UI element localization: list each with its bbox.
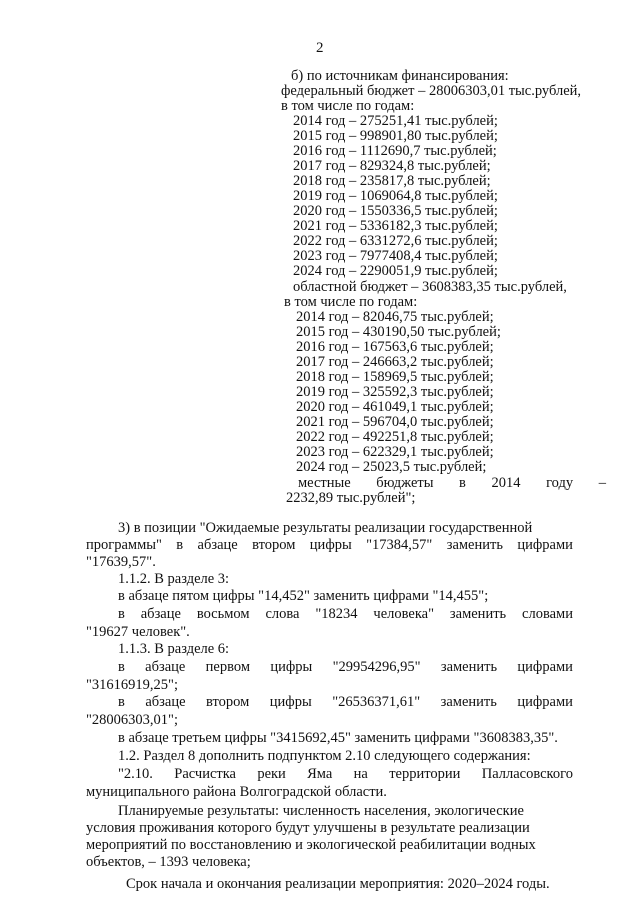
local-budget-line: [298, 475, 606, 491]
federal-year-line: 2018 год – 235817,8 тыс.рублей;: [293, 173, 491, 189]
word: цифрами: [517, 694, 573, 710]
subitem-2-10-line: муниципального района Волгоградской области.: [86, 784, 387, 800]
word: восьмом: [196, 606, 250, 622]
word: в: [118, 694, 125, 710]
planned-results-line: объектов, – 1393 человека;: [86, 854, 251, 870]
by-years-label: в том числе по годам:: [281, 98, 415, 114]
section-1-1-3-line: "31616919,25";: [86, 677, 178, 693]
word: в: [118, 606, 125, 622]
federal-year-line: 2020 год – 1550336,5 тыс.рублей;: [293, 203, 498, 219]
word: цифры: [270, 659, 313, 675]
word: слова: [265, 606, 300, 622]
planned-results-line: условия проживания которого будут улучшены в результате реализации: [86, 820, 530, 836]
word: первом: [205, 659, 251, 675]
word: "17384,57": [366, 537, 433, 553]
word: Палласовского: [481, 766, 573, 782]
paragraph-3-justified-line: [86, 537, 573, 553]
word: абзаце: [197, 537, 238, 553]
section-1-1-2-line: в абзаце пятом цифры "14,452" заменить цифрами "14,455";: [118, 588, 489, 604]
local-budget-amount: 2232,89 тыс.рублей";: [286, 490, 416, 506]
word: 2014: [491, 475, 521, 491]
word: –: [598, 475, 606, 491]
regional-year-line: 2022 год – 492251,8 тыс.рублей;: [296, 429, 494, 445]
word: абзаце: [145, 694, 186, 710]
page-number: 2: [316, 40, 324, 56]
federal-year-line: 2017 год – 829324,8 тыс.рублей;: [293, 158, 491, 174]
word: втором: [206, 694, 250, 710]
section-1-1-3-justified-line: [118, 694, 573, 710]
planned-results-line: мероприятий по восстановлению и экологической реабилитации водных: [86, 837, 536, 853]
paragraph-3-line: 3) в позиции "Ожидаемые результаты реализации государственной: [118, 520, 533, 536]
word: реки: [257, 766, 286, 782]
section-1-1-2-heading: 1.1.2. В разделе 3:: [118, 571, 230, 587]
section-1-1-3-justified-line: [118, 659, 573, 675]
regional-year-line: 2019 год – 325592,3 тыс.рублей;: [296, 384, 494, 400]
word: в: [176, 537, 184, 553]
word: "26536371,61": [332, 694, 421, 710]
word: "18234: [315, 606, 358, 622]
word: словами: [522, 606, 573, 622]
subitem-2-10-justified-line: [118, 766, 573, 782]
section-1-1-3-line: в абзаце третьем цифры "3415692,45" заменить цифрами "3608383,35".: [118, 730, 558, 746]
word: на: [353, 766, 368, 782]
word: заменить: [446, 537, 503, 553]
word: абзаце: [145, 659, 186, 675]
word: цифрами: [517, 659, 573, 675]
funding-heading: б) по источникам финансирования:: [291, 68, 509, 84]
word: Расчистка: [174, 766, 236, 782]
word: в: [118, 659, 125, 675]
word: бюджеты: [376, 475, 434, 491]
word: программы": [86, 537, 162, 553]
section-1-1-3-line: "28006303,01";: [86, 712, 178, 728]
federal-year-line: 2015 год – 998901,80 тыс.рублей;: [293, 128, 498, 144]
regional-year-line: 2018 год – 158969,5 тыс.рублей;: [296, 369, 494, 385]
regional-year-line: 2020 год – 461049,1 тыс.рублей;: [296, 399, 494, 415]
regional-year-line: 2024 год – 25023,5 тыс.рублей;: [296, 459, 487, 475]
section-1-1-2-justified-line: [118, 606, 573, 622]
federal-year-line: 2021 год – 5336182,3 тыс.рублей;: [293, 218, 498, 234]
word: цифры: [269, 694, 312, 710]
term-line: Срок начала и окончания реализации мероприятия: 2020–2024 годы.: [126, 876, 550, 892]
section-1-1-2-line: "19627 человек".: [86, 624, 190, 640]
paragraph-3-line: "17639,57".: [86, 554, 156, 570]
word: абзаце: [140, 606, 181, 622]
word: в: [459, 475, 466, 491]
by-years-label: в том числе по годам:: [284, 294, 418, 310]
federal-year-line: 2023 год – 7977408,4 тыс.рублей;: [293, 248, 498, 264]
regional-year-line: 2014 год – 82046,75 тыс.рублей;: [296, 309, 494, 325]
word: году: [546, 475, 574, 491]
word: "2.10.: [118, 766, 153, 782]
federal-year-line: 2016 год – 1112690,7 тыс.рублей;: [293, 143, 497, 159]
regional-year-line: 2023 год – 622329,1 тыс.рублей;: [296, 444, 494, 460]
section-1-1-3-heading: 1.1.3. В разделе 6:: [118, 641, 230, 657]
word: заменить: [440, 694, 497, 710]
word: человека": [373, 606, 435, 622]
regional-year-line: 2017 год – 246663,2 тыс.рублей;: [296, 354, 494, 370]
word: "29954296,95": [332, 659, 421, 675]
federal-year-line: 2022 год – 6331272,6 тыс.рублей;: [293, 233, 498, 249]
regional-year-line: 2015 год – 430190,50 тыс.рублей;: [296, 324, 501, 340]
federal-budget-line: федеральный бюджет – 28006303,01 тыс.рублей,: [281, 83, 582, 99]
word: цифры: [309, 537, 352, 553]
regional-budget-line: областной бюджет – 3608383,35 тыс.рублей,: [293, 279, 567, 295]
word: заменить: [449, 606, 507, 622]
federal-year-line: 2014 год – 275251,41 тыс.рублей;: [293, 113, 498, 129]
regional-year-line: 2021 год – 596704,0 тыс.рублей;: [296, 414, 494, 430]
section-1-2-line: 1.2. Раздел 8 дополнить подпунктом 2.10 следующего содержания:: [118, 748, 531, 764]
planned-results-line: Планируемые результаты: численность населения, экологические: [118, 803, 524, 819]
word: территории: [389, 766, 461, 782]
word: втором: [252, 537, 296, 553]
word: Яма: [307, 766, 333, 782]
federal-year-line: 2019 год – 1069064,8 тыс.рублей;: [293, 188, 498, 204]
federal-year-line: 2024 год – 2290051,9 тыс.рублей;: [293, 263, 498, 279]
word: заменить: [440, 659, 498, 675]
word: местные: [298, 475, 351, 491]
word: цифрами: [517, 537, 573, 553]
regional-year-line: 2016 год – 167563,6 тыс.рублей;: [296, 339, 494, 355]
